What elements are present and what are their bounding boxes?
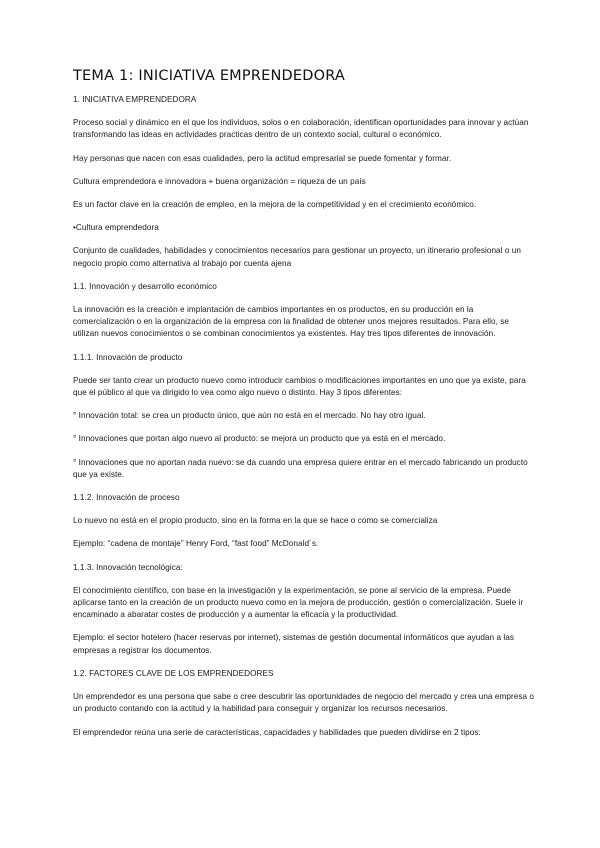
paragraph: El emprendedor reúna una serie de características, capacidades y habilidades que pueden dividirse en 2 tipos: <box>73 727 481 737</box>
paragraph: Lo nuevo no está en el propio producto, sino en la forma en la que se hace o como se comercializa <box>73 516 438 526</box>
subsection-heading: 1.1.2. Innovación de proceso <box>73 493 180 503</box>
list-item: ° Innovaciones que no aportan nada nuevo: se da cuando una empresa quiere entrar en el mercado fabricando un producto que ya existe. <box>73 457 528 479</box>
list-item: ° Innovación total: se crea un producto único, que aún no está en el mercado. No hay otro igual. <box>73 411 426 421</box>
paragraph: Proceso social y dinámico en el que los individuos, solos o en colaboración, identifican oportunidades para innovar y actúan transformando las ideas en actividades practicas dentro de un contexto social, cultural o económico. <box>73 118 529 140</box>
paragraph: El conocimiento científico, con base en la investigación y la experimentación, se pone al servicio de la empresa. Puede aplicarse tanto en la creación de un producto nuevo como en la mejora de producción, gestión o comercialización. Suele ir encaminado a abaratar costes de producción y a aumentar la eficacia y la productividad. <box>73 585 524 620</box>
list-item: ° Innovaciones que portan algo nuevo al producto: se mejora un producto que ya está en el mercado. <box>73 434 446 444</box>
section-heading: 1.1. Innovación y desarrollo económico <box>73 281 217 291</box>
paragraph: Un emprendedor es una persona que sabe o cree descubrir las oportunidades de negocio del mercado y crea una empresa o un producto contando con la actitud y la habilidad para conseguir y organizar los recursos necesarios. <box>73 692 534 714</box>
page-title: TEMA 1: INICIATIVA EMPRENDEDORA <box>73 68 346 84</box>
paragraph: Es un factor clave en la creación de empleo, en la mejora de la competitividad y en el crecimiento económico. <box>73 200 477 210</box>
subsection-heading: 1.1.1. Innovación de producto <box>73 352 183 362</box>
subsection-heading: 1.1.3. Innovación tecnológica: <box>73 562 183 572</box>
paragraph: Ejemplo: el sector hotelero (hacer reservas por internet), sistemas de gestión documental informáticos que ayudan a las empresas a registrar los documentos. <box>73 633 515 655</box>
paragraph: Conjunto de cualidades, habilidades y conocimientos necesarios para gestionar un proyecto, un itinerario profesional o un negocio propio como alternativa al trabajo por cuenta ajena <box>73 246 521 268</box>
paragraph: La innovación es la creación e implantación de cambios importantes en os productos, en su producción en la comercialización o en la organización de la empresa con la finalidad de obtener unos mejores resultados. Para ello, se utilizan nuevos conocimientos o se combinan conocimientos ya existentes. Hay tres tipos diferentes de innovación. <box>73 305 509 339</box>
subsection-heading: •Cultura emprendedora <box>73 223 159 233</box>
paragraph: Puede ser tanto crear un producto nuevo como introducir cambios o modificaciones importantes en uno que ya existe, para que el público al que va dirigido lo vea como algo nuevo o distinto. Hay 3 tipos diferentes: <box>73 375 526 398</box>
paragraph: Hay personas que nacen con esas cualidades, pero la actitud empresarial se puede fomentar y formar. <box>73 153 452 163</box>
paragraph: Cultura emprendedora e innovadora + buena organización = riqueza de un país <box>73 176 366 186</box>
section-heading: 1.2. FACTORES CLAVE DE LOS EMPRENDEDORES <box>73 668 274 678</box>
paragraph: Ejemplo: “cadena de montaje” Henry Ford, “fast food” McDonald´s. <box>73 539 319 549</box>
section-heading: 1. INICIATIVA EMPRENDEDORA <box>73 95 197 104</box>
document-body <box>73 68 535 750</box>
